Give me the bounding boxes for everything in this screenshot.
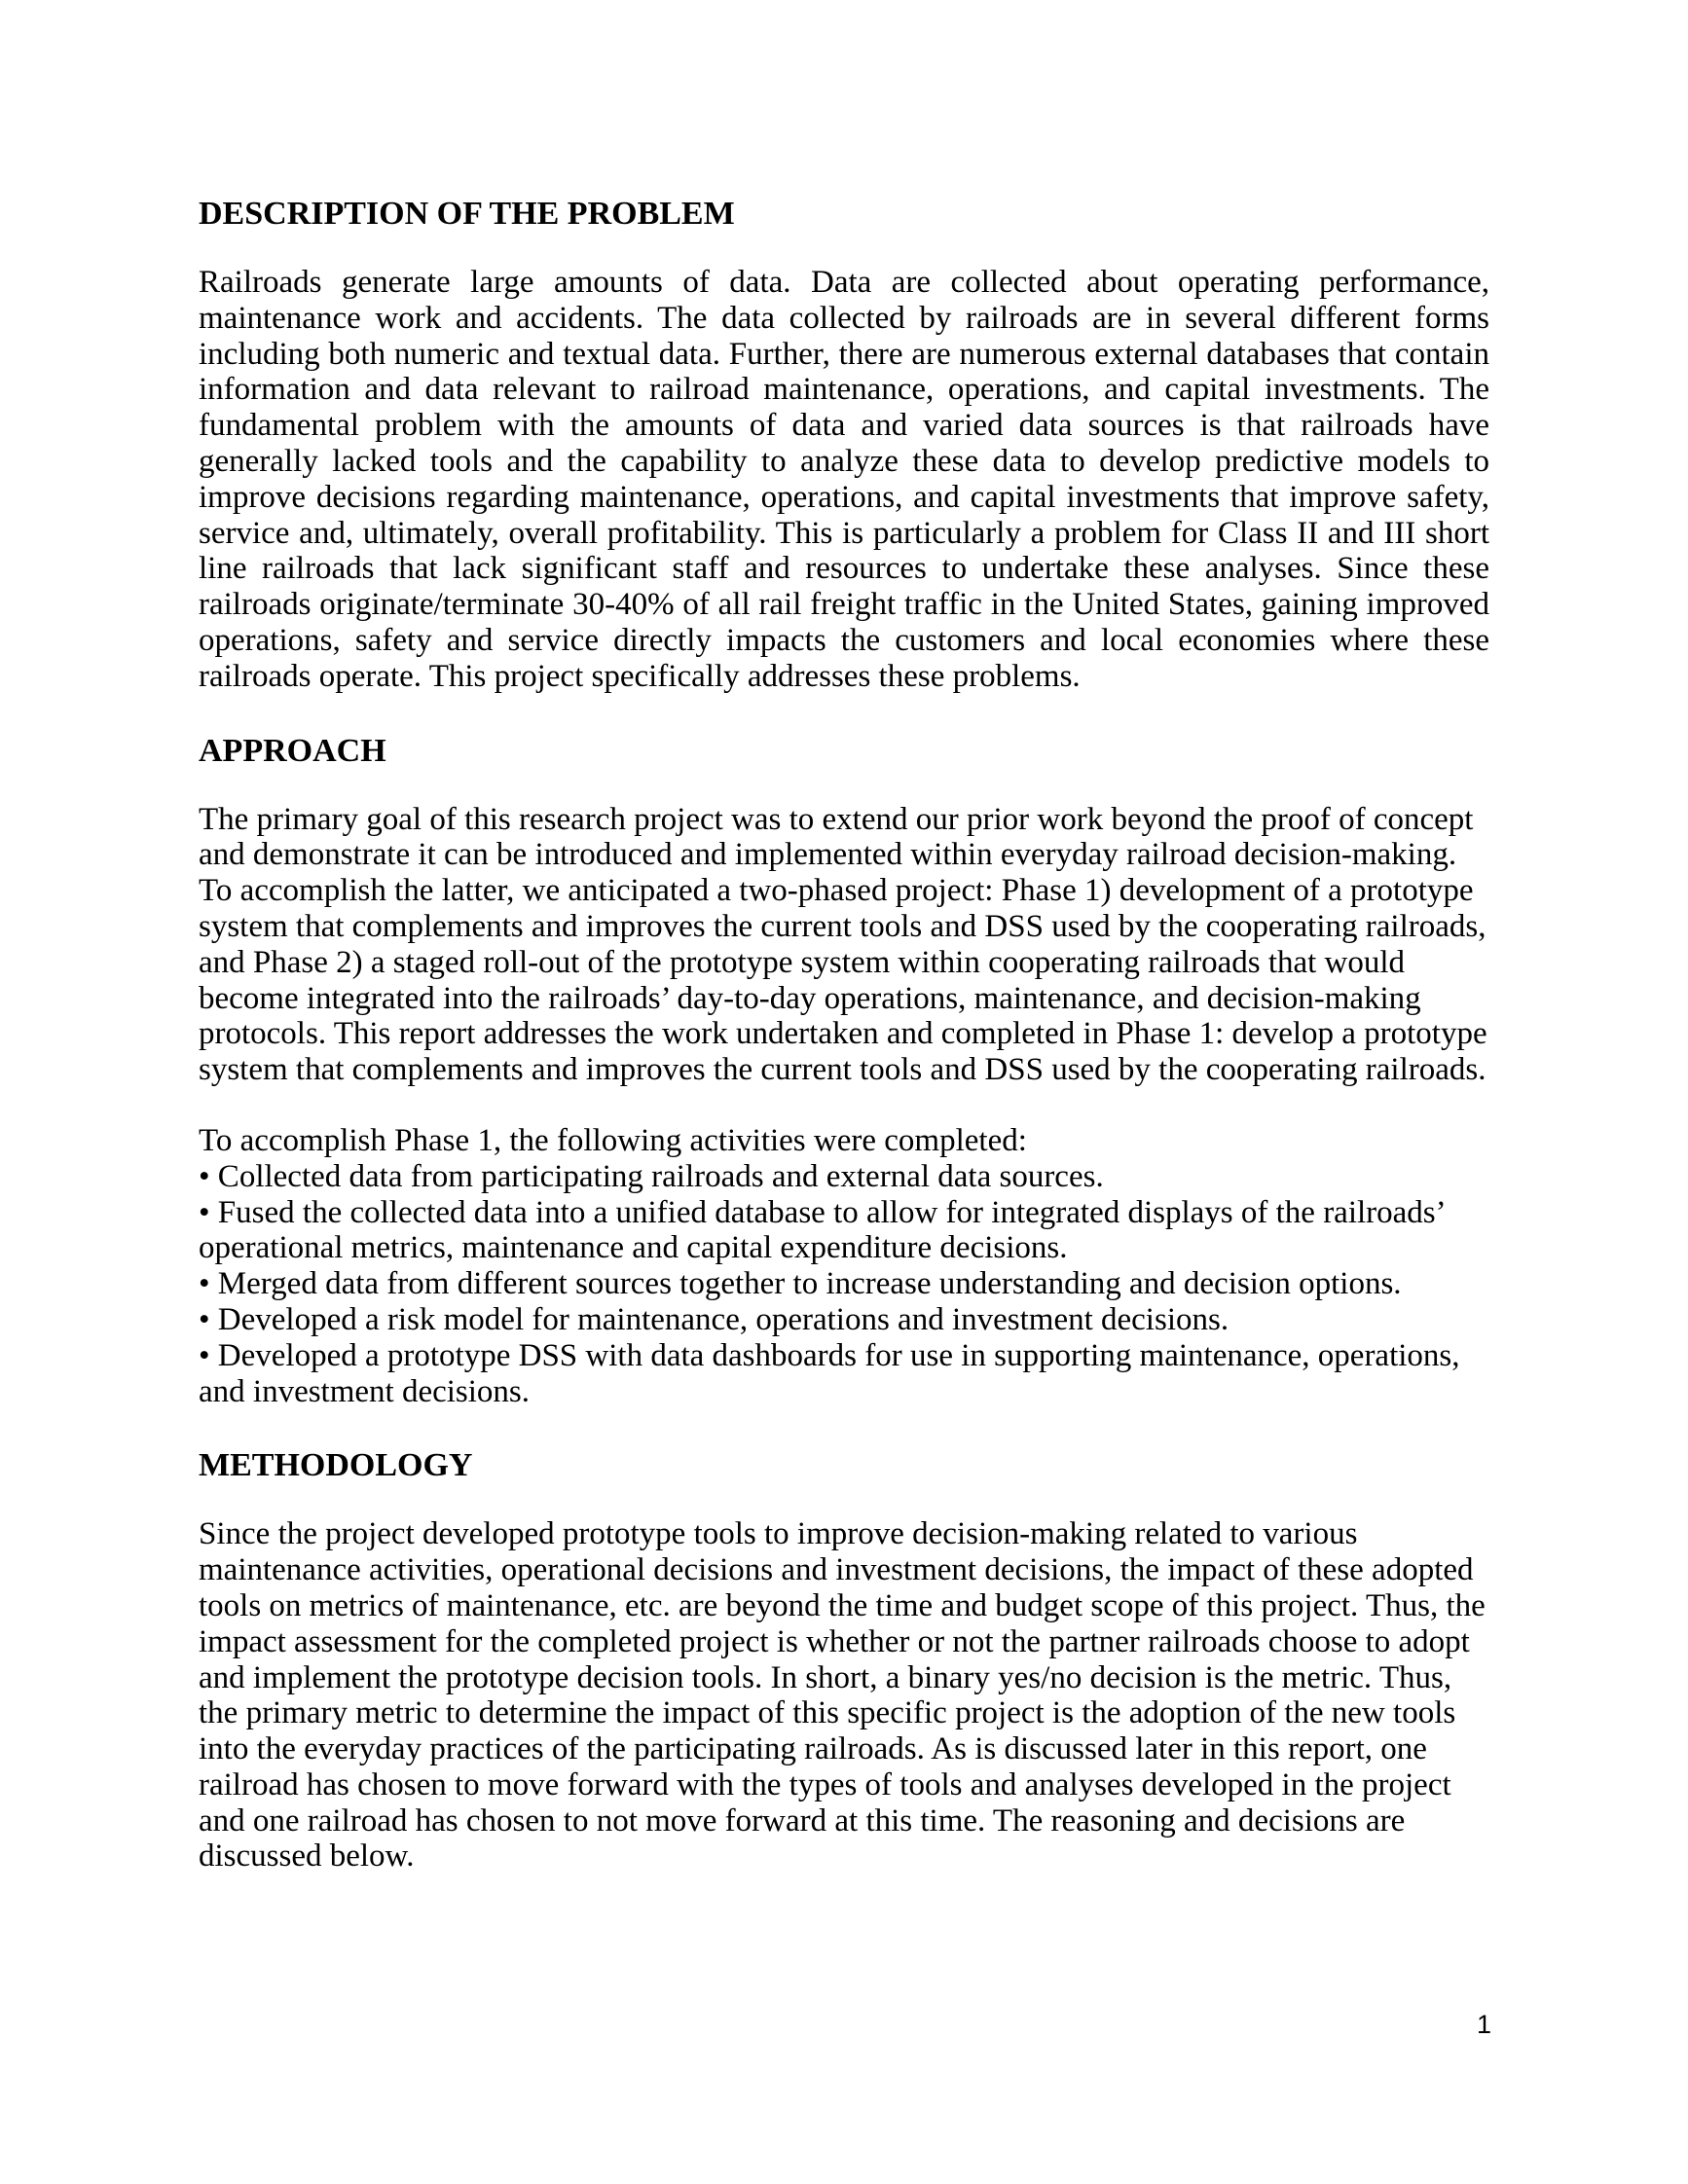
activity-item: • Developed a prototype DSS with data dashboards for use in supporting maintenance, operations, and investment decisions. — [199, 1337, 1460, 1409]
problem-paragraph: Railroads generate large amounts of data. Data are collected about operating performance, maintenance work and accidents. The data collected by railroads are in several different forms including both numeric and textual data. Further, there are numerous external databases that contain information and data relevant to railroad maintenance, operations, and capital investments. The fundamental problem with the amounts of data and varied data sources is that railroads have generally lacked tools and the capability to analyze these data to develop predictive models to improve decisions regarding maintenance, operations, and capital investments that improve safety, service and, ultimately, overall profitability. This is particularly a problem for Class II and III short line railroads that lack significant staff and resources to undertake these analyses. Since these railroads originate/terminate 30-40% of all rail freight traffic in the United States, gaining improved operations, safety and service directly impacts the customers and local economies where these railroads operate. This project specifically addresses these problems. — [199, 265, 1489, 694]
activity-item: • Developed a risk model for maintenance, operations and investment decisions. — [199, 1301, 1229, 1337]
activity-item: • Fused the collected data into a unified database to allow for integrated displays of the railroads’ operational metrics, maintenance and capital expenditure decisions. — [199, 1194, 1445, 1266]
page-number: 1 — [1476, 2010, 1491, 2039]
activities-list — [199, 1159, 1489, 1410]
activities-intro: To accomplish Phase 1, the following activities were completed: — [199, 1122, 1027, 1158]
activity-item: • Merged data from different sources together to increase understanding and decision options. — [199, 1266, 1402, 1302]
page-content — [199, 193, 1489, 1875]
approach-paragraph: The primary goal of this research project was to extend our prior work beyond the proof of concept and demonstrate it can be introduced and implemented within everyday railroad decision-making. To accomplish the latter, we anticipated a two-phased project: Phase 1) development of a prototype system that complements and improves the current tools and DSS used by the cooperating railroads, and Phase 2) a staged roll-out of the prototype system within cooperating railroads that would become integrated into the railroads’ day-to-day operations, maintenance, and decision-making protocols. This report addresses the work undertaken and completed in Phase 1: develop a prototype system that complements and improves the current tools and DSS used by the cooperating railroads. — [199, 801, 1487, 1088]
activity-item: • Collected data from participating railroads and external data sources. — [199, 1158, 1104, 1194]
methodology-paragraph: Since the project developed prototype tools to improve decision-making related to various maintenance activities, operational decisions and investment decisions, the impact of these adopted tools on metrics of maintenance, etc. are beyond the time and budget scope of this project. Thus, the impact assessment for the completed project is whether or not the partner railroads choose to adopt and implement the prototype decision tools. In short, a binary yes/no decision is the metric. Thus, the primary metric to determine the impact of this specific project is the adoption of the new tools into the everyday practices of the participating railroads. As is discussed later in this report, one railroad has chosen to move forward with the types of tools and analyses developed in the project and one railroad has chosen to not move forward at this time. The reasoning and decisions are discussed below. — [199, 1516, 1486, 1875]
section-heading-methodology: METHODOLOGY — [199, 1447, 473, 1484]
section-heading-problem: DESCRIPTION OF THE PROBLEM — [199, 196, 735, 232]
section-heading-approach: APPROACH — [199, 732, 386, 769]
